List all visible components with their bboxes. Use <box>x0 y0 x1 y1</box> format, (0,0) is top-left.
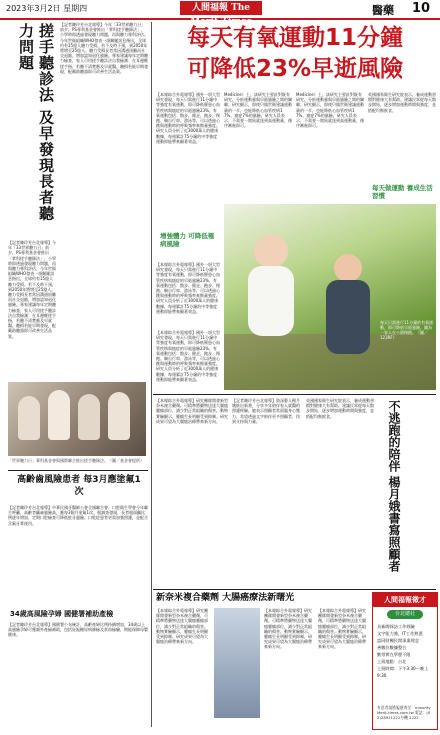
ad-subtitle: 台北總社 <box>387 610 423 619</box>
ad-item: 上班地點：台北 <box>377 659 407 664</box>
left-article3-body: 【記者陳玲芳台北報導】國健署公布統計，高齡產婦比例持續增加，34歲以上高風險孕婦可獲額外產檢補助，包括妊娠糖尿病篩檢及貧血檢驗，期能保障母嬰健康。 <box>8 622 148 638</box>
adult-runner <box>334 254 362 282</box>
right-column-article <box>380 398 436 586</box>
left-article2-body: 【記者陳玲芳台北報導】中華民國牙醫師公會全國聯合會、口腔衛生學會今年聯合呼籲，高齡者齲齒風險高，應每3個月塗氟1次。根調查發現，長者根面齲比例逐年增加，定期口腔檢查可降低蛀牙風險。口乾症患者更需加強照護，並配合含氟牙膏使用。 <box>8 505 148 526</box>
mid-article-body-1: 【本報綜合外電報導】研究團隊開發新型奈米複合藥劑，可精準將藥物送達大腸癌腫瘤部位，減少對正常組織的傷害。動物實驗顯示，腫瘤生長明顯受到抑制，研究成果可望為大腸癌治療帶來新方向。 <box>156 398 228 424</box>
adult-runner-body <box>326 280 370 354</box>
left-article-headline: 搓手聽診法 及早發現長者聽力問題 <box>17 23 55 222</box>
child-runner <box>254 234 288 268</box>
bottom-article-photo <box>214 608 260 718</box>
ad-item: 認同財團民間事業理念 <box>377 638 419 643</box>
ad-item: 善數位數據整合 <box>377 645 407 650</box>
page-number: 10 <box>412 1 431 16</box>
right-column-headline: 不逃跑的陪伴 楊月娥書寫照顧者 <box>387 400 401 573</box>
ad-item: 上班時間：下午3:30～晚上9:30 <box>377 666 429 678</box>
ad-contact: 有意者請將履歷寄至：minorityMerit-times.com.tw 電話：(02)28921222分機 2222 <box>377 705 431 720</box>
bottom-article-headline: 新奈米複合藥劑 大腸癌療法新曙光 <box>156 593 295 603</box>
main-body-col4: 英國國家衛生研究院表示，養成運動習慣對健康大有幫助。建議民眾從每天散步開始，逐步增加運動時間與強度，並搭配均衡飲食。 <box>368 92 436 113</box>
left-article-body-cont: 【記者陳玲芳台北報導】今年「33世界聽力日」前夕，PS專利基金會推出「掌科搓手聽錄法」，小學時即透過發現聽力問題，再與聽力專科評估。今年世衛組織WHO發表一項關鍵訊息指出，全球約有15億人聽力受損。若不及時干預，到2050年將增至25億人。聽力受損長者常因溝通困難而社交退縮，增加認知退化風險。專家建議每年定期聽力檢查，家人可用搓手聽診法自我檢測：在耳邊輕搓手指，若聽不清楚應及早就醫。聽損若能早期發現，配戴助聽器即可改善生活品質。 <box>8 240 56 339</box>
mid-article-body-2: 【記者陳玲芳台北報導】資深藝人楊月娥推出新書，分享多年陪伴家人就醫的照護經驗。她表示照顧者常面臨身心壓力，希望透過文字陪伴更多照顧者，找到支持與力量。 <box>232 398 300 424</box>
issue-date: 2023年3月2日 星期四 <box>6 4 88 13</box>
ad-requirements-list <box>377 623 435 679</box>
main-body-col2: Medicine）上。該研究主要針對既有研究，分析運動量與早逝風險之間的關聯。研究顯示，即使只做世衛建議運動量的一半，也能降低心血管疾病17%、癌症7%的風險。研究人員表示，不需要一開始就達到高運動量，循序漸進即可。 <box>224 92 292 129</box>
left-article-photo <box>8 382 146 456</box>
ad-item: 勤勞實在學歷不限 <box>377 652 411 657</box>
newspaper-logo: 人間福報 The Merit Times <box>180 1 262 15</box>
left-article2-headline: 高齡齒風險患者 每3月應塗氟1次 <box>17 475 141 497</box>
main-headline-1: 每天有氧運動11分鐘 <box>186 25 403 51</box>
ad-item: 具新聞採訪工作經驗 <box>377 624 415 629</box>
left-photo-caption: 「世界聽力日」華科基金會與國際聯合推出搓手聽錄法。（圖／基金會提供） <box>8 458 144 463</box>
mid-article-body-3: 英國國家衛生研究院表示，養成運動習慣對健康大有幫助。建議民眾從每天散步開始，逐步增加運動時間與強度，並搭配均衡飲食。 <box>306 398 374 419</box>
recruitment-ad <box>372 592 438 730</box>
main-subhead-1: 增強體力 可降低罹病風險 <box>160 232 215 248</box>
bottom-article-body-3: 【本報綜合外電報導】研究團隊開發新型奈米複合藥劑，可精準將藥物送達大腸癌腫瘤部位，減少對正常組織的傷害。動物實驗顯示，腫瘤生長明顯受到抑制，研究成果可望為大腸癌治療帶來新方向。 <box>318 608 366 650</box>
person-silhouette <box>48 390 70 440</box>
main-body-col3: Medicine）上。該研究主要針對既有研究，分析運動量與早逝風險之間的關聯。研究顯示，即使只做世衛建議運動量的一半，也能降低心血管疾病17%、癌症7%的風險。研究人員表示，不需要一開始就達到高運動量，循序漸進即可。 <box>296 92 364 129</box>
ad-item: 文字能力強，IT工作熟悉 <box>377 631 423 636</box>
main-body-col1-cont: 【本報綜合外電報導】國外一項大型研究發現，每天只需進行11分鐘中等強度有氧運動，即可降低罹患心血管疾病與癌症的早逝風險23%。有氧運動包括：散步、健走、跑步、慢跑、騎自行車、游泳等，可以透過心跳與運動時的呼吸頻率來衡量強度。研究人員分析了近3000萬人的健康數據，每週累計75分鐘的中等強度運動即能帶來顯著效益。 <box>156 262 220 314</box>
left-article3-headline: 34歲高風險孕婦 國健署補助產檢 <box>10 610 114 618</box>
ad-title: 人間福報徵才 <box>373 593 437 607</box>
main-body-col1-end: 【本報綜合外電報導】國外一項大型研究發現，每天只需進行11分鐘中等強度有氧運動，即可降低罹患心血管疾病與癌症的早逝風險23%。有氧運動包括：散步、健走、跑步、慢跑、騎自行車、游泳等，可以透過心跳與運動時的呼吸頻率來衡量強度。研究人員分析了近3000萬人的健康數據，每週累計75分鐘的中等強度運動即能帶來顯著效益。 <box>156 330 220 382</box>
bottom-article-body-2: 【本報綜合外電報導】研究團隊開發新型奈米複合藥劑，可精準將藥物送達大腸癌腫瘤部位，減少對正常組織的傷害。動物實驗顯示，腫瘤生長明顯受到抑制，研究成果可望為大腸癌治療帶來新方向。 <box>264 608 312 650</box>
person-silhouette <box>78 394 100 440</box>
main-body-col1: 【本報綜合外電報導】國外一項大型研究發現，每天只需進行11分鐘中等強度有氧運動，即可降低罹患心血管疾病與癌症的早逝風險23%。有氧運動包括：散步、健走、跑步、慢跑、騎自行車、游泳等，可以透過心跳與運動時的呼吸頻率來衡量強度。研究人員分析了近3000萬人的健康數據，每週累計75分鐘的中等強度運動即能帶來顯著效益。 <box>156 92 220 144</box>
section-title: 醫藥 <box>372 4 394 17</box>
main-subhead-2: 每天做運動 養成生活習慣 <box>372 184 433 200</box>
child-runner-body <box>248 266 294 336</box>
left-article-body: 【記者陳玲芳台北報導】今年「33世界聽力日」前夕，PS專利基金會推出「掌科搓手聽錄法」，小學時即透過發現聽力問題，再與聽力專科評估。今年世衛組織WHO發表一項關鍵訊息指出，全球約有15億人聽力受損。若不及時干預，到2050年將增至25億人。聽力受損長者常因溝通困難而社交退縮，增加認知退化風險。專家建議每年定期聽力檢查，家人可用搓手聽診法自我檢測：在耳邊輕搓手指，若聽不清楚應及早就醫。聽損若能早期發現，配戴助聽器即可改善生活品質。 <box>60 22 148 74</box>
person-silhouette <box>18 396 40 440</box>
person-silhouette <box>108 392 130 440</box>
bottom-article-body-1: 【本報綜合外電報導】研究團隊開發新型奈米複合藥劑，可精準將藥物送達大腸癌腫瘤部位，減少對正常組織的傷害。動物實驗顯示，腫瘤生長明顯受到抑制，研究成果可望為大腸癌治療帶來新方向。 <box>156 608 208 645</box>
main-photo-caption: 每天只需進行11分鐘的有氧運動，即可降低早逝風險。圖為一家人在公園慢跑。（圖／123RF） <box>380 320 434 340</box>
main-headline-2: 可降低23%早逝風險 <box>186 56 404 82</box>
